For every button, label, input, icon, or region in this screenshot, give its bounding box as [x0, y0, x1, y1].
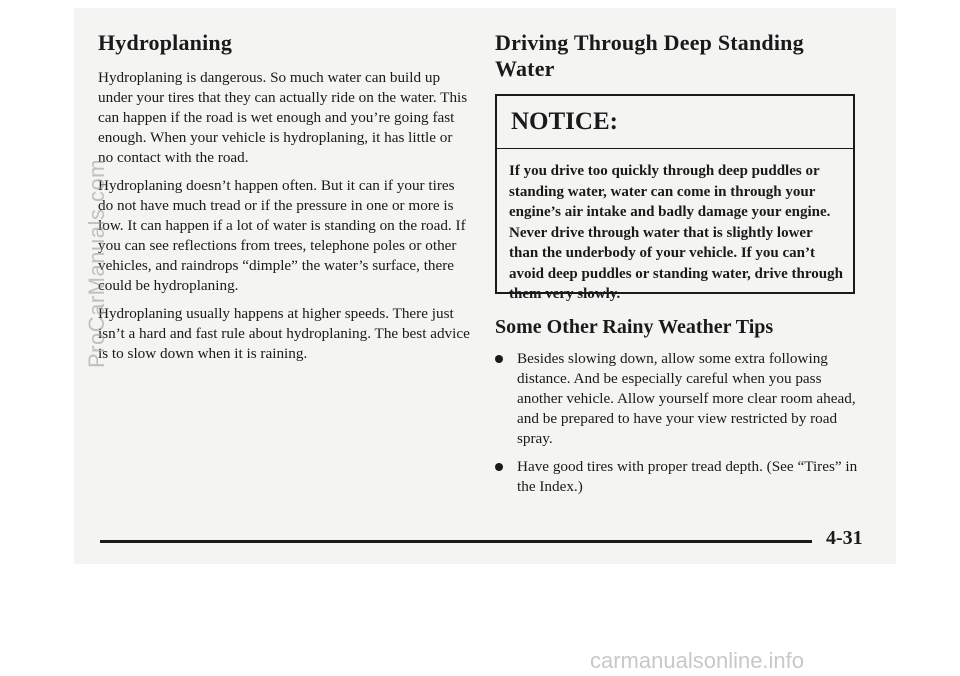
paragraph-2: Hydroplaning doesn’t happen often. But it can if your tires do not have much tread or if the pressure in one or more is low. It can happen if a lot of water is standing on the road. If you can see reflections from trees, telephone poles or other vehicles, and raindrops “dimple” the water’s surface, there could be hydroplaning.: [98, 177, 466, 294]
site-watermark: carmanualsonline.info: [590, 648, 805, 673]
tips-list: [495, 349, 867, 497]
hydroplaning-heading: Hydroplaning: [98, 30, 233, 55]
rainy-tips-heading: Some Other Rainy Weather Tips: [495, 316, 774, 338]
list-item: [495, 349, 867, 449]
tip-text: Besides slowing down, allow some extra following distance. And be especially careful when you pass another vehicle. Allow yourself more clear room ahead, and be prepared to have your view restricted by road spray.: [517, 350, 856, 447]
paragraph-3: Hydroplaning usually happens at higher speeds. There just isn’t a hard and fast rule about hydroplaning. The best advice is to slow down when it is raining.: [98, 305, 470, 362]
right-column: [495, 30, 867, 505]
bullet-icon: [495, 463, 503, 471]
notice-box: [495, 94, 855, 302]
bullet-icon: [495, 355, 503, 363]
footer-rule: [100, 540, 812, 543]
page-number: 4-31: [826, 527, 863, 549]
deep-water-heading: Driving Through Deep Standing Water: [495, 30, 804, 81]
notice-text: If you drive too quickly through deep puddles or standing water, water can come in through your engine’s air intake and badly damage your engine. Never drive through water that is slightly lower than the underbody of your vehicle. If you can’t avoid deep puddles or standing water, drive through them very slowly.: [509, 163, 843, 302]
watermark: ProCarManuals.com: [84, 158, 109, 368]
paragraph-1: Hydroplaning is dangerous. So much water can build up under your tires that they can actually ride on the water. This can happen if the road is wet enough and you’re going fast enough. When your vehicle is hydroplaning, it has little or no contact with the road.: [98, 69, 468, 166]
list-item: [495, 457, 867, 497]
left-column: [98, 30, 470, 372]
tip-text: Have good tires with proper tread depth. (See “Tires” in the Index.): [517, 458, 858, 495]
notice-title: NOTICE:: [497, 96, 853, 149]
